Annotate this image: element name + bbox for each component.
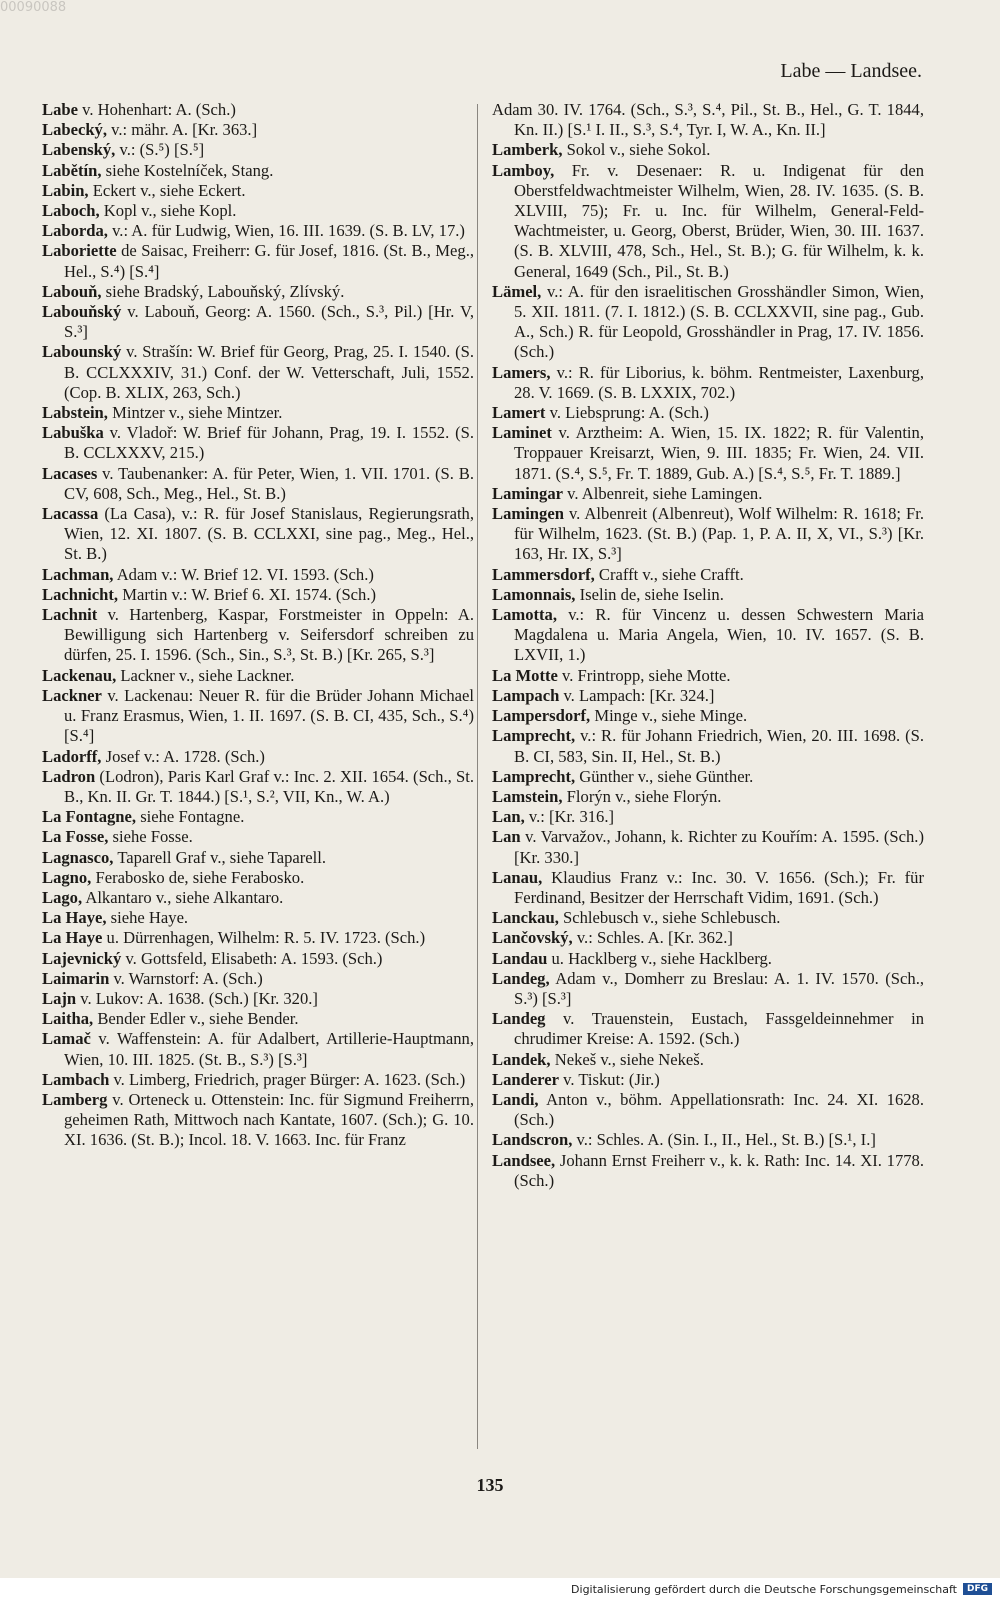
entry-headword: Lambach [42, 1069, 110, 1089]
entry-text: v. Trauenstein, Eustach, Fassgeldeinnehmer in chrudimer Kreise: A. 1592. (Sch.) [514, 1009, 924, 1049]
entry-text: Josef v.: A. 1728. (Sch.) [101, 746, 265, 766]
entry-text: v. Hohenhart: A. (Sch.) [77, 100, 236, 119]
entry-headword: Lamač [42, 1029, 91, 1049]
entry-text: v. Orteneck u. Ottenstein: Inc. für Sigmund Freiherrn, geheimen Rath, Mittwoch nach Kantate, 1607. (Sch.); G. 10. XI. 1636. (St. B.); Incol. 18. V. 1663. Inc. für Franz [64, 1089, 474, 1150]
right-column [492, 100, 924, 1191]
entry-text: Adam 30. IV. 1764. (Sch., S.³, S.⁴, Pil., St. B., Hel., G. T. 1844, Kn. II.) [S.¹ I. II., S.³, S.⁴, Tyr. I, W. A., Kn. II.] [492, 100, 924, 140]
index-entry [492, 282, 924, 363]
entry-headword: Laborda, [42, 221, 108, 241]
entry-text: Schlebusch v., siehe Schlebusch. [558, 908, 781, 928]
entry-headword: Landau [492, 948, 548, 968]
entry-headword: Landeg, [492, 968, 550, 988]
index-entry [42, 908, 474, 928]
entry-text: Minge v., siehe Minge. [590, 706, 748, 726]
index-entry [42, 181, 474, 201]
entry-headword: Lajevnický [42, 948, 122, 968]
index-entry [42, 302, 474, 342]
index-entry [42, 1029, 474, 1069]
index-entry [492, 605, 924, 666]
index-entry [492, 949, 924, 969]
index-entry [42, 342, 474, 403]
entry-text: v.: R. für Liborius, k. böhm. Rentmeister, Laxenburg, 28. V. 1669. (S. B. LXXIX, 702.) [514, 362, 924, 402]
entry-headword: Lammersdorf, [492, 564, 595, 584]
entry-text: Günther v., siehe Günther. [575, 766, 754, 786]
entry-text: siehe Haye. [106, 908, 189, 928]
entry-text: v. Vladoř: W. Brief für Johann, Prag, 19. I. 1552. (S. B. CCLXXXV, 215.) [64, 423, 474, 463]
entry-text: Crafft v., siehe Crafft. [594, 564, 744, 584]
entry-text: v. Hartenberg, Kaspar, Forstmeister in Oppeln: A. Bewilligung sich Hartenberg v. Seifersdorf schreiben zu dürfen, 25. I. 1596. (Sch., Sin., S.³, St. B.) [Kr. 265, S.³] [64, 605, 474, 665]
index-entry [42, 807, 474, 827]
entry-text: v.: A. für den israelitischen Grosshändler Simon, Wien, 5. XII. 1811. (7. I. 1812.) (S. B. CCLXXVII, sine pag., Gub. A., Sch.) R. für Leopold, Grosshändler in Prag, 17. IV. 1856. (Sch.) [514, 281, 924, 362]
entry-text: Fr. v. Desenaer: R. u. Indigenat für den Oberstfeldwachtmeister Wilhelm, Wien, 28. IV. 1635. (S. B. XLVIII, 75); Fr. u. Inc. für Wilhelm, General-Feld-Wachtmeister, u. Georg, Oberst, Brüder, Wien, 30. III. 1637. (S. B. XLVIII, 478, Sch., Hel., St. B.); G. für Wilhelm, k. k. General, 1649 (Sch., Pil., St. B.) [514, 160, 924, 281]
left-column [42, 100, 474, 1151]
entry-headword: Lamers, [492, 362, 551, 382]
entry-text: Adam v., Domherr zu Breslau: A. 1. IV. 1570. (Sch., S.³) [S.³] [514, 968, 924, 1008]
entry-headword: Ladron [42, 766, 96, 786]
entry-headword: Lampersdorf, [492, 706, 591, 726]
entry-text: v. Liebsprung: A. (Sch.) [545, 403, 709, 423]
entry-headword: Lackenau, [42, 665, 117, 685]
entry-text: Martin v.: W. Brief 6. XI. 1574. (Sch.) [118, 584, 377, 604]
entry-headword: Labětín, [42, 160, 102, 180]
index-entry [492, 1090, 924, 1130]
entry-text: Nekeš v., siehe Nekeš. [550, 1049, 704, 1069]
index-entry [42, 282, 474, 302]
index-entry [42, 989, 474, 1009]
index-entry [42, 666, 474, 686]
scan-id-label: 00090088 [0, 0, 67, 15]
index-entry [492, 807, 924, 827]
index-entry [42, 241, 474, 281]
entry-headword: Laboriette [42, 241, 117, 261]
index-entry [492, 161, 924, 282]
entry-text: Iselin de, siehe Iselin. [575, 584, 724, 604]
entry-text: v.: [Kr. 316.] [524, 807, 615, 827]
column-divider [477, 104, 478, 1449]
index-entry [492, 585, 924, 605]
entry-headword: Lamstein, [492, 786, 563, 806]
index-entry [42, 868, 474, 888]
entry-headword: Lančovský, [492, 928, 573, 948]
entry-headword: Lachnicht, [42, 584, 119, 604]
index-entry [42, 767, 474, 807]
entry-text: v. Varvažov., Johann, k. Richter zu Kouřím: A. 1595. (Sch.) [Kr. 330.] [514, 827, 924, 867]
entry-text: Klaudius Franz v.: Inc. 30. V. 1656. (Sch.); Fr. für Ferdinand, Besitzer der Herrschaft Vidim, 1691. (Sch.) [514, 867, 924, 907]
index-entry [42, 201, 474, 221]
entry-headword: Laitha, [42, 1009, 94, 1029]
entry-text: siehe Kostelníček, Stang. [101, 160, 274, 180]
index-entry [42, 888, 474, 908]
entry-text: Eckert v., siehe Eckert. [88, 180, 246, 200]
entry-text: v. Frintropp, siehe Motte. [557, 665, 731, 685]
index-entry [492, 403, 924, 423]
index-entry [492, 423, 924, 484]
entry-headword: Lago, [42, 887, 83, 907]
entry-headword: Lamonnais, [492, 584, 576, 604]
entry-text: v. Gottsfeld, Elisabeth: A. 1593. (Sch.) [121, 948, 383, 968]
entry-headword: Lachman, [42, 564, 114, 584]
entry-headword: Lagno, [42, 867, 92, 887]
index-entry [42, 100, 474, 120]
entry-headword: Lacases [42, 463, 98, 483]
entry-headword: Laminet [492, 423, 552, 443]
entry-headword: Landi, [492, 1089, 539, 1109]
entry-text: v. Tiskut: (Jir.) [558, 1069, 660, 1089]
index-entry [492, 1151, 924, 1191]
index-entry [42, 605, 474, 666]
entry-headword: Lamingen [492, 504, 564, 524]
entry-headword: Labecký, [42, 120, 107, 140]
entry-text: Lackner v., siehe Lackner. [116, 665, 295, 685]
entry-text: v.: A. für Ludwig, Wien, 16. III. 1639. (S. B. LV, 17.) [107, 221, 465, 241]
entry-text: (Lodron), Paris Karl Graf v.: Inc. 2. XII. 1654. (Sch., St. B., Kn. II. Gr. T. 1844.) [S.¹, S.², VII, Kn., W. A.) [64, 766, 474, 806]
index-entry [42, 403, 474, 423]
index-entry [492, 767, 924, 787]
entry-headword: Lamberg [42, 1089, 108, 1109]
entry-text: Anton v., böhm. Appellationsrath: Inc. 24. XI. 1628. (Sch.) [514, 1089, 924, 1130]
entry-headword: Labounský [42, 342, 122, 362]
entry-text: v.: R. für Vincenz u. dessen Schwestern Maria Magdalena u. Maria Angela, Wien, 10. IV. 1657. (S. B. LXVII, 1.) [514, 605, 924, 665]
entry-text: v. Lackenau: Neuer R. für die Brüder Johann Michael u. Franz Erasmus, Wien, 1. II. 1697. (S. B. CI, 435, Sch., S.⁴) [S.⁴] [64, 685, 474, 746]
index-entry [42, 1009, 474, 1029]
entry-headword: Laimarin [42, 968, 110, 988]
entry-text: siehe Bradský, Labouňský, Zlívský. [101, 281, 345, 301]
index-entry [42, 140, 474, 160]
entry-headword: Labin, [42, 180, 89, 200]
entry-text: v. Limberg, Friedrich, prager Bürger: A. 1623. (Sch.) [109, 1069, 466, 1089]
index-entry [42, 928, 474, 948]
index-entry [42, 464, 474, 504]
entry-text: Ferabosko de, siehe Ferabosko. [91, 867, 305, 887]
index-entry [42, 585, 474, 605]
entry-text: v. Waffenstein: A. für Adalbert, Artillerie-Hauptmann, Wien, 10. III. 1825. (St. B., S.³) [S.³] [64, 1029, 474, 1069]
entry-text: Taparell Graf v., siehe Taparell. [113, 847, 327, 867]
entry-headword: Lamprecht, [492, 766, 576, 786]
index-entry [492, 787, 924, 807]
index-entry [492, 827, 924, 867]
entry-headword: Lanau, [492, 867, 543, 887]
entry-headword: Lanckau, [492, 908, 559, 928]
entry-headword: Lampach [492, 685, 560, 705]
entry-text: Sokol v., siehe Sokol. [562, 140, 711, 160]
entry-text: Florýn v., siehe Florýn. [562, 786, 722, 806]
entry-text: v. Labouň, Georg: A. 1560. (Sch., S.³, Pil.) [Hr. V, S.³] [64, 302, 474, 342]
index-entry [42, 161, 474, 181]
entry-headword: Lamingar [492, 483, 563, 503]
entry-headword: Labouň, [42, 281, 102, 301]
index-entry [42, 848, 474, 868]
index-entry [42, 221, 474, 241]
entry-headword: Lackner [42, 685, 102, 705]
entry-headword: Lamboy, [492, 160, 555, 180]
dfg-logo: DFG [963, 1583, 992, 1595]
entry-headword: Lachnit [42, 605, 98, 625]
entry-text: v. Lampach: [Kr. 324.] [559, 685, 715, 705]
index-entry [492, 1009, 924, 1049]
index-entry [42, 827, 474, 847]
entry-text: siehe Fosse. [108, 827, 193, 847]
entry-headword: Lamberk, [492, 140, 563, 160]
index-entry [492, 1130, 924, 1150]
footer-text: Digitalisierung gefördert durch die Deutsche Forschungsgemeinschaft [571, 1582, 957, 1596]
entry-headword: Labuška [42, 423, 104, 443]
entry-headword: Lan [492, 827, 521, 847]
index-entry [492, 908, 924, 928]
entry-headword: Landeg [492, 1009, 546, 1029]
index-entry [42, 949, 474, 969]
index-entry [492, 868, 924, 908]
entry-text: v. Albenreit, siehe Lamingen. [563, 483, 763, 503]
index-entry [492, 140, 924, 160]
index-entry [42, 120, 474, 140]
entry-text: u. Dürrenhagen, Wilhelm: R. 5. IV. 1723. (Sch.) [102, 928, 426, 948]
index-entry [492, 666, 924, 686]
index-entry [42, 1090, 474, 1151]
index-entry [492, 565, 924, 585]
entry-headword: Landsee, [492, 1150, 556, 1170]
entry-text: v. Warnstorf: A. (Sch.) [109, 968, 263, 988]
entry-headword: Lämel, [492, 281, 542, 301]
entry-headword: Labstein, [42, 403, 108, 423]
footer-bar [0, 1578, 1000, 1600]
index-entry [492, 1070, 924, 1090]
entry-headword: Lacassa [42, 504, 99, 524]
entry-headword: Lamotta, [492, 605, 557, 625]
entry-headword: Laboch, [42, 201, 100, 221]
entry-text: de Saisac, Freiherr: G. für Josef, 1816. (St. B., Meg., Hel., S.⁴) [S.⁴] [64, 241, 474, 281]
entry-headword: La Motte [492, 665, 558, 685]
index-entry [42, 969, 474, 989]
index-entry [492, 706, 924, 726]
index-entry [492, 969, 924, 1009]
entry-headword: Lagnasco, [42, 847, 114, 867]
index-entry [492, 686, 924, 706]
index-entry [42, 1070, 474, 1090]
entry-headword: Labouňský [42, 302, 122, 322]
entry-text: v.: mähr. A. [Kr. 363.] [107, 120, 258, 140]
running-head: Labe — Landsee. [780, 60, 922, 82]
entry-text: v. Arztheim: A. Wien, 15. IX. 1822; R. für Valentin, Troppauer Kreisarzt, Wien, 9. III. 1835; Fr. Wien, 24. VII. 1871. (S.⁴, S.⁵, Fr. T. 1889, Gub. A.) [S.⁴, S.⁵, Fr. T. 1889.] [514, 423, 924, 483]
entry-headword: Lajn [42, 988, 77, 1008]
entry-text: Alkantaro v., siehe Alkantaro. [82, 887, 284, 907]
entry-headword: La Haye, [42, 908, 107, 928]
entry-headword: La Fosse, [42, 827, 109, 847]
entry-headword: Labe [42, 100, 78, 119]
page-number: 135 [476, 1475, 504, 1495]
entry-headword: La Haye [42, 928, 103, 948]
entry-headword: Lamprecht, [492, 726, 576, 746]
index-entry [492, 504, 924, 565]
entry-headword: Landscron, [492, 1130, 573, 1150]
index-entry [42, 565, 474, 585]
index-entry [492, 928, 924, 948]
entry-text: v. Lukov: A. 1638. (Sch.) [Kr. 320.] [76, 988, 318, 1008]
entry-headword: Lamert [492, 403, 546, 423]
index-entry [492, 1050, 924, 1070]
index-entry [42, 686, 474, 747]
entry-text: v.: (S.⁵) [S.⁵] [115, 140, 205, 160]
entry-headword: Ladorff, [42, 746, 102, 766]
entry-text: Mintzer v., siehe Mintzer. [107, 403, 283, 423]
index-entry [492, 100, 924, 140]
index-entry [42, 747, 474, 767]
entry-headword: Landek, [492, 1049, 551, 1069]
entry-text: siehe Fontagne. [136, 807, 245, 827]
entry-headword: Labenský, [42, 140, 116, 160]
index-entry [42, 423, 474, 463]
entry-text: Adam v.: W. Brief 12. VI. 1593. (Sch.) [113, 564, 374, 584]
entry-text: (La Casa), v.: R. für Josef Stanislaus, Regierungsrath, Wien, 12. XI. 1807. (S. B. CCLXXI, sine pag., Meg., Hel., St. B.) [64, 504, 474, 564]
entry-headword: La Fontagne, [42, 807, 137, 827]
entry-headword: Landerer [492, 1069, 559, 1089]
entry-headword: Lan, [492, 807, 525, 827]
index-entry [42, 504, 474, 565]
entry-text: Johann Ernst Freiherr v., k. k. Rath: Inc. 14. XI. 1778. (Sch.) [514, 1150, 924, 1190]
entry-text: v. Taubenanker: A. für Peter, Wien, 1. VII. 1701. (S. B. CV, 608, Sch., Meg., Hel., St. B.) [64, 463, 474, 503]
entry-text: v. Strašín: W. Brief für Georg, Prag, 25. I. 1540. (S. B. CCLXXXIV, 31.) Conf. der W. Vetterschaft, Juli, 1552. (Cop. B. XLIX, 263, Sch.) [64, 342, 474, 402]
entry-text: Bender Edler v., siehe Bender. [93, 1009, 299, 1029]
entry-text: v.: Schles. A. [Kr. 362.] [572, 928, 733, 948]
index-entry [492, 484, 924, 504]
index-entry [492, 726, 924, 766]
entry-text: Kopl v., siehe Kopl. [99, 201, 237, 221]
entry-text: v.: Schles. A. (Sin. I., II., Hel., St. B.) [S.¹, I.] [572, 1130, 876, 1150]
entry-text: v.: R. für Johann Friedrich, Wien, 20. III. 1698. (S. B. CI, 583, Sin. II, Hel., St. B.) [514, 726, 924, 766]
entry-text: v. Albenreit (Albenreut), Wolf Wilhelm: R. 1618; Fr. für Wilhelm, 1623. (St. B.) (Pap. 1, P. A. II, X, VI., S.³) [Kr. 163, Hr. IX, S.³] [514, 504, 924, 564]
entry-text: u. Hacklberg v., siehe Hacklberg. [547, 948, 772, 968]
index-entry [492, 363, 924, 403]
